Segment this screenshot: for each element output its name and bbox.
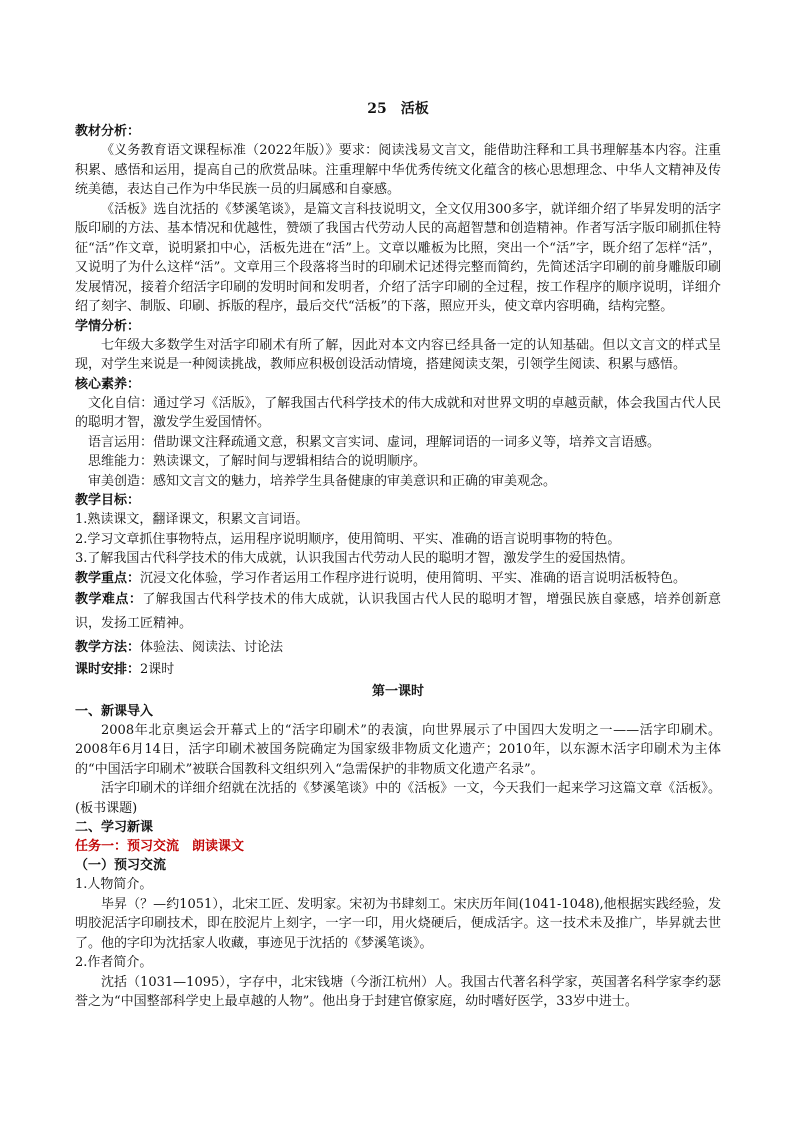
- paragraph: 毕昇（？—约1051），北宋工匠、发明家。宋初为书肆刻工。宋庆历年间(1041-1048),他根据实践经验，发明胶泥活字印刷技术，即在胶泥片上刻字，一字一印，用火烧硬后，便成活字。这一技术未及推广，毕昇就去世了。他的字印为沈括家人收藏，事迹见于沈括的《梦溪笔谈》。: [75, 896, 721, 951]
- teaching-methods-label: 教学方法：: [75, 640, 141, 655]
- key-points-label: 教学重点：: [75, 570, 141, 586]
- paragraph: 思维能力：熟读课文，了解时间与逻辑相结合的说明顺序。: [88, 454, 427, 469]
- difficult-points: [75, 588, 721, 636]
- paragraph: 语言运用：借助课文注释疏通文意，积累文言实词、虚词，理解词语的一词多义等，培养文言语感。: [88, 434, 661, 450]
- section-heading-textbook-analysis: 教材分析：: [75, 124, 141, 139]
- difficult-points-label: 教学难点：: [75, 592, 143, 607]
- paragraph: 2008年北京奥运会开幕式上的“活字印刷术”的表演，向世界展示了中国四大发明之一——活字印刷术。2008年6月14日，活字印刷术被国务院确定为国家级非物质文化遗产；2010年，以东源木活字印刷术为主体的“中国活字印刷术”被联合国教科文组织列入“急需保护的非物质文化遗产名录”。: [75, 722, 721, 777]
- task-heading: 任务一：预习交流 朗读课文: [75, 839, 245, 854]
- list-item: 1.熟读课文，翻译课文，积累文言词语。: [75, 512, 309, 527]
- list-item: 2.作者简介。: [75, 955, 153, 970]
- list-item: 2.学习文章抓住事物特点，运用程序说明顺序，使用简明、平实、准确的语言说明事物的特色。: [75, 531, 621, 547]
- paragraph: 审美创造：感知文言文的魅力，培养学生具备健康的审美意识和正确的审美观念。: [88, 473, 557, 489]
- paragraph: 沈括（1031—1095），字存中，北宋钱塘（今浙江杭州）人。我国古代著名科学家，英国著名科学家李约瑟誉之为“中国整部科学史上最卓越的人物”。他出身于封建官僚家庭，幼时嗜好医学，33岁中进士。: [75, 974, 721, 1009]
- paragraph: 七年级大多数学生对活字印刷术有所了解，因此对本文内容已经具备一定的认知基础。但以文言文的样式呈现，对学生来说是一种阅读挑战，教师应积极创设活动情境，搭建阅读支架，引领学生阅读、积累与感悟。: [75, 337, 721, 372]
- paragraph: 文化自信：通过学习《活版》，了解我国古代科学技术的伟大成就和对世界文明的卓越贡献，体会我国古代人民的聪明才智，激发学生爱国情怀。: [75, 395, 721, 430]
- teaching-methods: [75, 636, 721, 660]
- list-item: 1.人物简介。: [75, 877, 153, 892]
- section-heading-student-analysis: 学情分析：: [75, 318, 141, 334]
- paragraph: 《活板》选自沈括的《梦溪笔谈》，是篇文言科技说明文，全文仅用300多字，就详细介绍了毕昇发明的活字版印刷的方法、基本情况和优越性，赞颂了我国古代劳动人民的高超智慧和创造精神。作者写活字版印刷抓住特征“活”作文章，说明紧扣中心，活板先进在“活”上。文章以雕板为比照，突出一个“活”字，既介绍了怎样“活”，又说明了为什么这样“活”。文章用三个段落将当时的印刷术记述得完整而简约，先简述活字印刷的前身雕版印刷发展情况，接着介绍活字印刷的发明时间和发明者，介绍了活字印刷的全过程，按工作程序的顺序说明，详细介绍了刻字、制版、印刷、拆版的程序，最后交代“活板”的下落，照应开头，使文章内容明确，结构完整。: [75, 201, 721, 314]
- section-heading-teaching-goals: 教学目标：: [75, 493, 141, 508]
- schedule-label: 课时安排：: [75, 662, 141, 677]
- part-heading-new-lesson: 二、学习新课: [75, 820, 154, 835]
- paragraph: 《义务教育语文课程标准（2022年版）》要求：阅读浅易文言文，能借助注释和工具书理解基本内容。注重积累、感悟和运用，提高自己的欣赏品味。注重理解中华优秀传统文化蕴含的核心思想理念、中华人文精神及传统美德，表达自己作为中华民族一员的归属感和自豪感。: [75, 143, 721, 197]
- key-points-text: 沉浸文化体验，学习作者运用工作程序进行说明，使用简明、平实、准确的语言说明活板特色。: [140, 570, 687, 586]
- lesson-heading: 第一课时: [371, 683, 424, 699]
- list-item: 3.了解我国古代科学技术的伟大成就，认识我国古代劳动人民的聪明才智，激发学生的爱国热情。: [75, 551, 634, 566]
- paragraph: 活字印刷术的详细介绍就在沈括的《梦溪笔谈》中的《活板》一文，今天我们一起来学习这篇文章《活板》。(板书课题): [75, 781, 721, 816]
- subheading-preview: （一）预习交流: [75, 858, 167, 873]
- teaching-methods-text: 体验法、阅读法、讨论法: [140, 640, 284, 655]
- document-page: [75, 96, 721, 1012]
- difficult-points-text: 了解我国古代科学技术的伟大成就，认识我国古代人民的聪明才智，增强民族自豪感，培养创新意识，发扬工匠精神。: [75, 592, 721, 631]
- page-title: 25 活板: [367, 101, 429, 117]
- key-points: [75, 569, 721, 589]
- section-heading-core-literacy: 核心素养：: [75, 376, 141, 392]
- schedule: [75, 660, 721, 680]
- part-heading-intro: 一、新课导入: [75, 703, 154, 719]
- schedule-text: 2课时: [140, 662, 175, 677]
